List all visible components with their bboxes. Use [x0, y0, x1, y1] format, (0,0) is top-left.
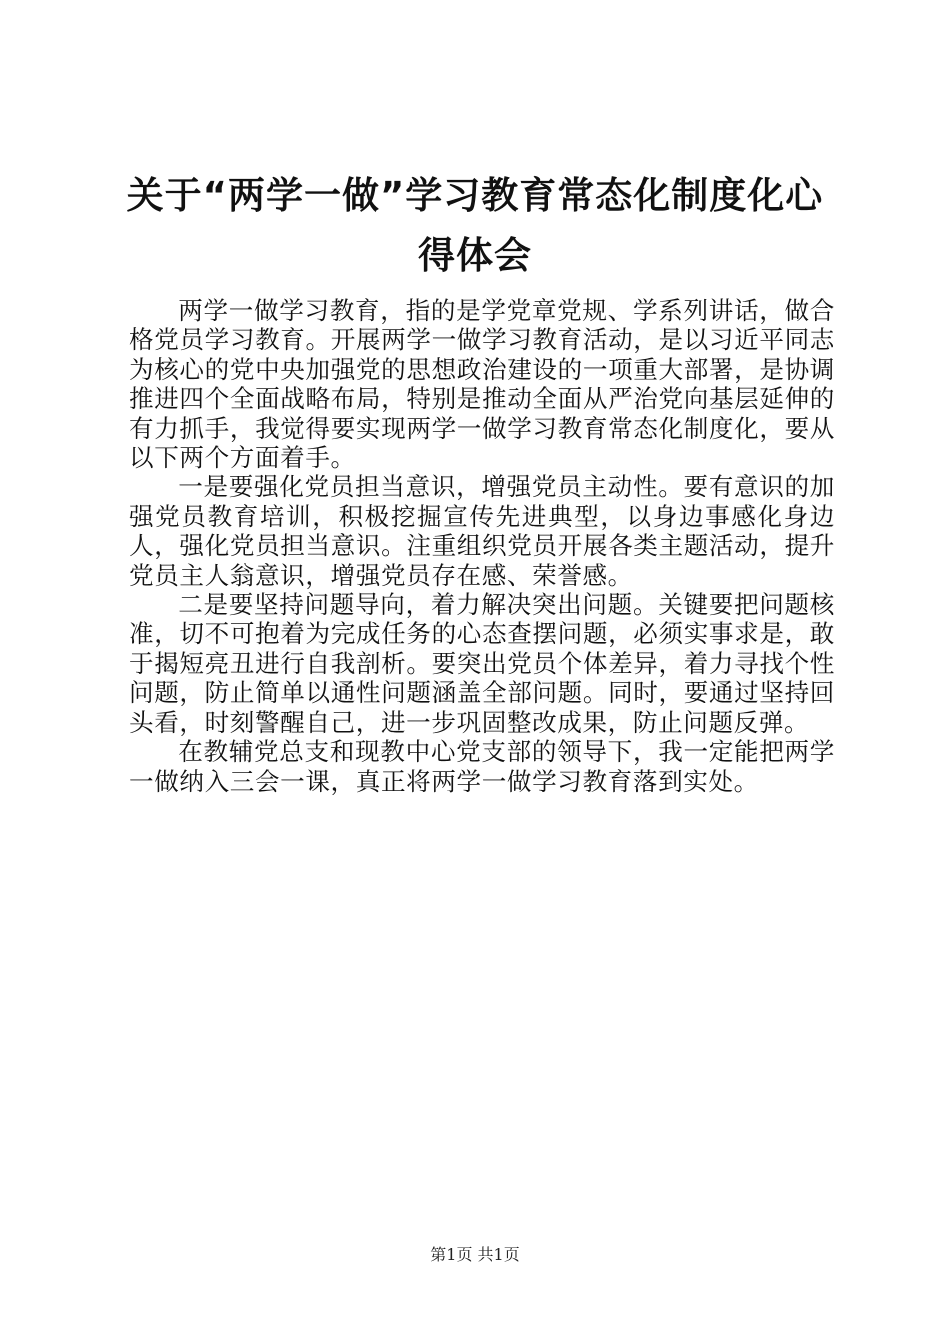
paragraph-conclusion: 在教辅党总支和现教中心党支部的领导下，我一定能把两学一做纳入三会一课，真正将两学一做学习教育落到实处。 [129, 737, 835, 796]
paragraph-point-two: 二是要坚持问题导向，着力解决突出问题。关键要把问题核准，切不可抱着为完成任务的心态查摆问题，必须实事求是，敢于揭短亮丑进行自我剖析。要突出党员个体差异，着力寻找个性问题，防止简单以通性问题涵盖全部问题。同时，要通过坚持回头看，时刻警醒自己，进一步巩固整改成果，防止问题反弹。 [129, 590, 835, 737]
document-body [129, 296, 835, 796]
page-number-footer: 第1页 共1页 [430, 1245, 520, 1264]
paragraph-intro: 两学一做学习教育，指的是学党章党规、学系列讲话，做合格党员学习教育。开展两学一做学习教育活动，是以习近平同志为核心的党中央加强党的思想政治建设的一项重大部署，是协调推进四个全面战略布局，特别是推动全面从严治党向基层延伸的有力抓手，我觉得要实现两学一做学习教育常态化制度化，要从以下两个方面着手。 [129, 296, 835, 473]
paragraph-point-one: 一是要强化党员担当意识，增强党员主动性。要有意识的加强党员教育培训，积极挖掘宣传先进典型，以身边事感化身边人，强化党员担当意识。注重组织党员开展各类主题活动，提升党员主人翁意识，增强党员存在感、荣誉感。 [129, 472, 835, 590]
document-title: 关于“两学一做”学习教育常态化制度化心得体会 [126, 174, 824, 277]
